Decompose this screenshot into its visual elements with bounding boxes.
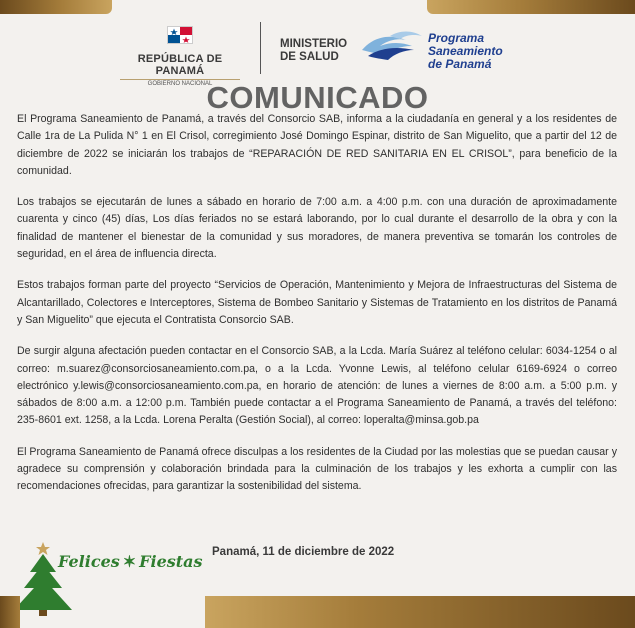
republic-logo <box>112 26 248 87</box>
paragraph-announcement: El Programa Saneamiento de Panamá, a través del Consorcio SAB, informa a la ciudadanía en general y a los residentes de Calle 1ra de La Pulida N° 1 en El Crisol, corregimiento José Domingo Espinar, distrito de San Miguelito, que a partir del 12 de diciembre de 2022 se iniciarán los trabajos de “REPARACIÓN DE RED SANITARIA EN EL CRISOL”, para beneficio de la comunidad. <box>17 113 617 177</box>
paragraph-contacts: De surgir alguna afectación pueden contactar en el Consorcio SAB, a la Lcda. María Suárez al teléfono celular: 6034-1254 o al correo: m.suarez@consorciosaneamiento.com.pa, o a la Lcda. Yvonne Lewis, al teléfono celular 6169-6924 o correo electrónico y.lewis@consorciosaneamiento.com.pa, en horario de atención: de lunes a viernes de 8:00 a.m. a 5:00 p.m. y sábados de 8:00 a.m. a 12:00 p.m. También puede contactar a el Programa Saneamiento de Panamá, a través del teléfono: 235-8601 ext. 1258, a la Lcda. Lorena Peralta (Gestión Social), al correo: loperalta@minsa.gob.pa <box>17 345 617 427</box>
bottom-gold-band <box>205 596 635 628</box>
ministry-logo <box>280 38 347 64</box>
paragraph-apology: El Programa Saneamiento de Panamá ofrece disculpas a los residentes de la Ciudad por las molestias que se puedan causar y agradece su comprensión y colaboración brindada para la culminación de los trabajos y les exhorta a cumplir con las recomendaciones ofrecidas, para garantizar la sostenibilidad del sistema. <box>17 445 617 493</box>
flag-stars <box>168 27 192 43</box>
greeting-word-2: Fiestas <box>139 552 203 571</box>
date-line: Panamá, 11 de diciembre de 2022 <box>212 546 395 558</box>
header-divider <box>260 22 261 74</box>
bottom-left-gold-band <box>0 596 20 628</box>
program-line-3: de Panamá <box>428 57 492 71</box>
ministry-line-2: DE SALUD <box>280 51 339 63</box>
star-icon <box>36 542 50 555</box>
greeting-word-1: Felices <box>58 552 120 571</box>
holiday-greeting <box>58 552 203 571</box>
page-title: COMUNICADO <box>206 80 429 115</box>
program-line-2: Saneamiento <box>428 44 503 58</box>
republic-subtitle: GOBIERNO NACIONAL <box>147 81 213 87</box>
paragraph-schedule: Los trabajos se ejecutarán de lunes a sábado en horario de 7:00 a.m. a 4:00 p.m. con una duración de aproximadamente cuarenta y cinco (45) días, Los días feriados no se estará laborando, por lo cual durante el desarrollo de la obra y con la finalidad de mantener el bienestar de la comunidad y sus moradores, de manera preventiva se tomarán los controles de seguridad, en el área de influencia directa. <box>17 196 617 261</box>
top-right-gold-band <box>427 0 635 14</box>
communique-body <box>17 111 617 510</box>
top-left-gold-band <box>0 0 112 14</box>
panama-flag-icon <box>167 26 193 44</box>
program-logo-text <box>428 32 503 71</box>
republic-name: REPÚBLICA DE PANAMÁ <box>137 53 223 77</box>
program-line-1: Programa <box>428 31 485 45</box>
ministry-line-1: MINISTERIO <box>280 38 348 50</box>
sanitation-wave-icon <box>360 28 426 66</box>
sparkle-icon: ✶ <box>122 552 137 571</box>
paragraph-project: Estos trabajos forman parte del proyecto “Servicios de Operación, Mantenimiento y Mejora de Infraestructuras del Sistema de Alcantarillado, Colectores e Interceptores, Sistema de Bombeo Sanitario y Sistemas de Tratamiento en los distritos de Panamá y San Miguelito” que ejecuta el Contratista Consorcio SAB. <box>17 279 617 326</box>
